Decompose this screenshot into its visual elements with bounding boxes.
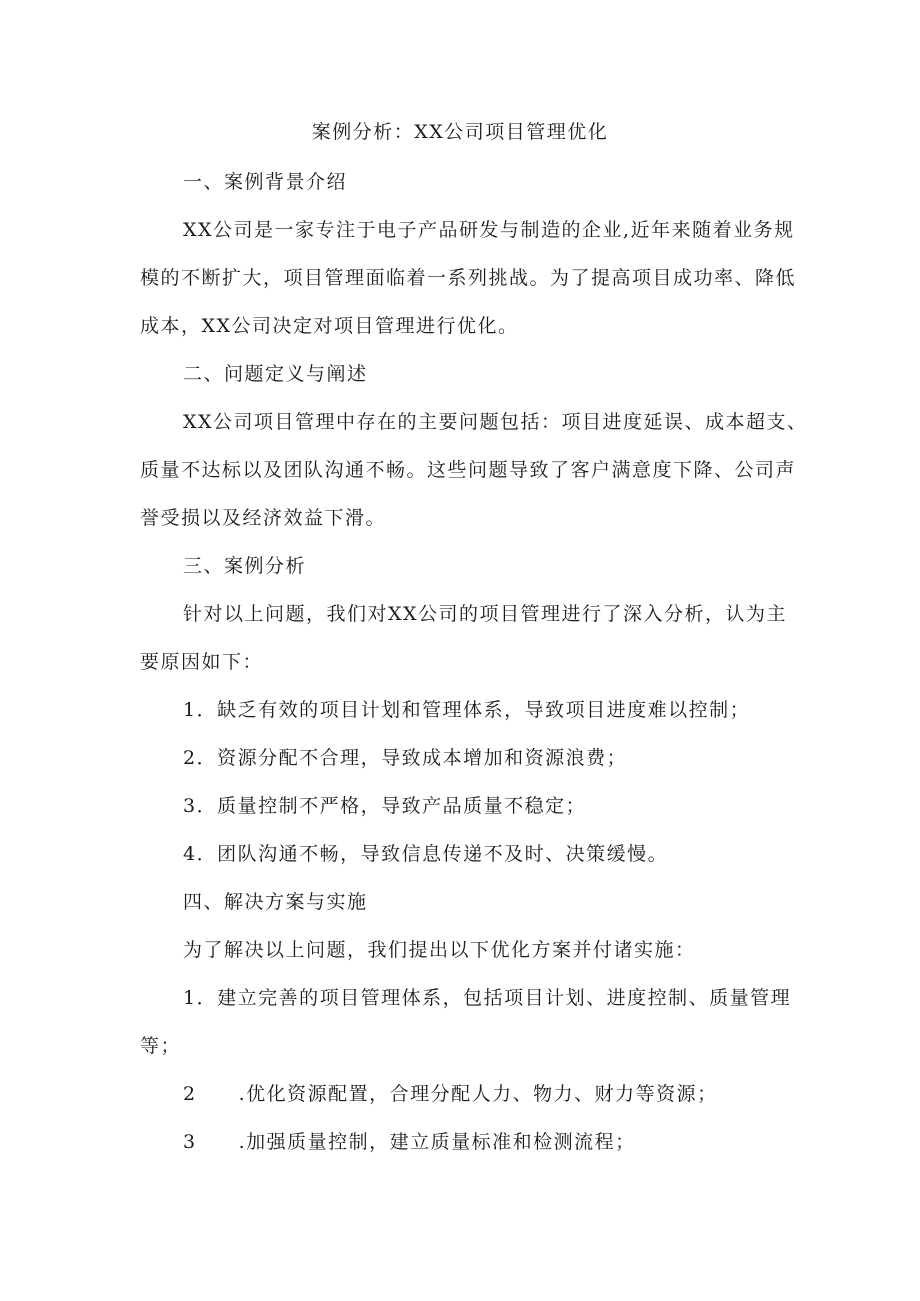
list-item: 2．资源分配不合理，导致成本增加和资源浪费；	[183, 747, 628, 769]
section-heading-solution: 四、解决方案与实施	[183, 891, 368, 913]
section-heading-background: 一、案例背景介绍	[183, 171, 348, 193]
paragraph-line: 为了解决以上问题，我们提出以下优化方案并付诸实施：	[183, 939, 696, 961]
paragraph-line: XX公司项目管理中存在的主要问题包括：项目进度延误、成本超支、	[183, 411, 808, 433]
document-title: 案例分析：XX公司项目管理优化	[311, 121, 609, 143]
list-item: 1．建立完善的项目管理体系，包括项目计划、进度控制、质量管理	[183, 987, 792, 1009]
list-item-number: 2	[183, 1083, 197, 1105]
paragraph-line: 要原因如下：	[140, 651, 264, 673]
section-heading-problem: 二、问题定义与阐述	[183, 363, 368, 385]
paragraph-line: 质量不达标以及团队沟通不畅。这些问题导致了客户满意度下降、公司声	[140, 459, 797, 481]
list-item-text: .加强质量控制，建立质量标准和检测流程；	[238, 1131, 636, 1153]
paragraph-line: 模的不断扩大，项目管理面临着一系列挑战。为了提高项目成功率、降低	[140, 267, 797, 289]
list-item-number: 3	[183, 1131, 197, 1153]
list-item-text: .优化资源配置，合理分配人力、物力、财力等资源；	[238, 1083, 718, 1105]
paragraph-line: 誉受损以及经济效益下滑。	[140, 507, 387, 529]
list-item: 3．质量控制不严格，导致产品质量不稳定；	[183, 795, 587, 817]
paragraph-line: XX公司是一家专注于电子产品研发与制造的企业,近年来随着业务规	[183, 219, 795, 241]
paragraph-line: 针对以上问题，我们对XX公司的项目管理进行了深入分析，认为主	[183, 603, 788, 625]
list-item-continuation: 等；	[140, 1035, 182, 1057]
list-item	[183, 1082, 718, 1106]
paragraph-line: 成本，XX公司决定对项目管理进行优化。	[140, 315, 519, 337]
list-item	[183, 1130, 636, 1154]
list-item: 4．团队沟通不畅，导致信息传递不及时、决策缓慢。	[183, 843, 669, 865]
list-item: 1．缺乏有效的项目计划和管理体系，导致项目进度难以控制；	[183, 699, 751, 721]
section-heading-analysis: 三、案例分析	[183, 555, 307, 577]
